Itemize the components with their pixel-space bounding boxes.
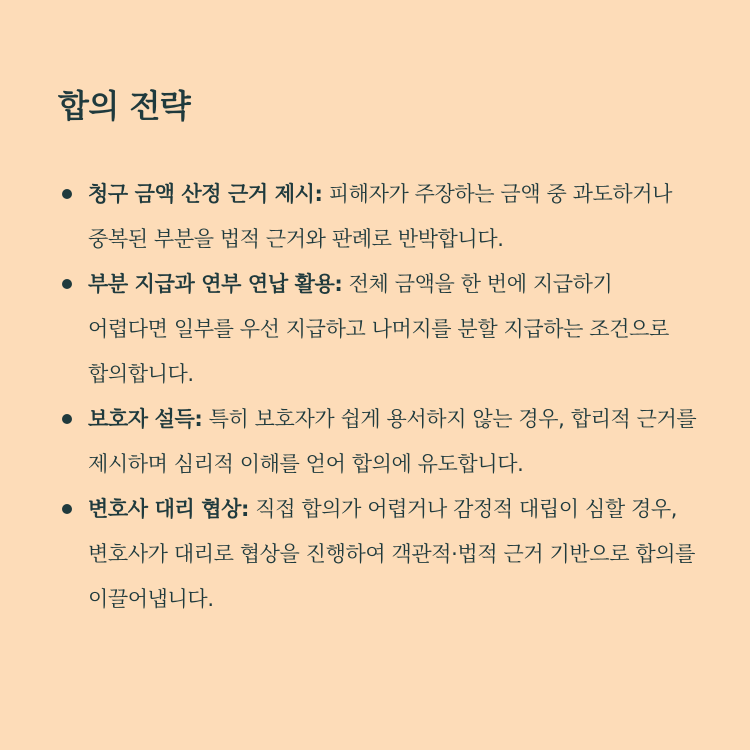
- item-heading: 청구 금액 산정 근거 제시:: [88, 182, 323, 206]
- strategy-list: [58, 172, 698, 622]
- item-body: 특히 보호자가 쉽게 용서하지 않는 경우, 합리적 근거를 제시하며 심리적 이해를 얻어 합의에 유도합니다.: [88, 407, 697, 476]
- bullet-icon: [62, 504, 72, 514]
- bullet-icon: [62, 189, 72, 199]
- item-heading: 변호사 대리 협상:: [88, 497, 250, 521]
- item-heading: 부분 지급과 연부 연납 활용:: [88, 272, 343, 296]
- item-body: 직접 합의가 어렵거나 감정적 대립이 심할 경우, 변호사가 대리로 협상을 진행하여 객관적·법적 근거 기반으로 합의를 이끌어냅니다.: [88, 497, 696, 611]
- item-body: 피해자가 주장하는 금액 중 과도하거나 중복된 부분을 법적 근거와 판례로 반박합니다.: [88, 182, 673, 251]
- bullet-icon: [62, 414, 72, 424]
- page-title: 합의 전략: [58, 87, 191, 125]
- bullet-icon: [62, 279, 72, 289]
- list-item: [58, 262, 698, 397]
- item-heading: 보호자 설득:: [88, 407, 203, 431]
- list-item: [58, 397, 698, 487]
- list-item: [58, 487, 698, 622]
- item-body: 전체 금액을 한 번에 지급하기 어렵다면 일부를 우선 지급하고 나머지를 분할 지급하는 조건으로 합의합니다.: [88, 272, 669, 386]
- list-item: [58, 172, 698, 262]
